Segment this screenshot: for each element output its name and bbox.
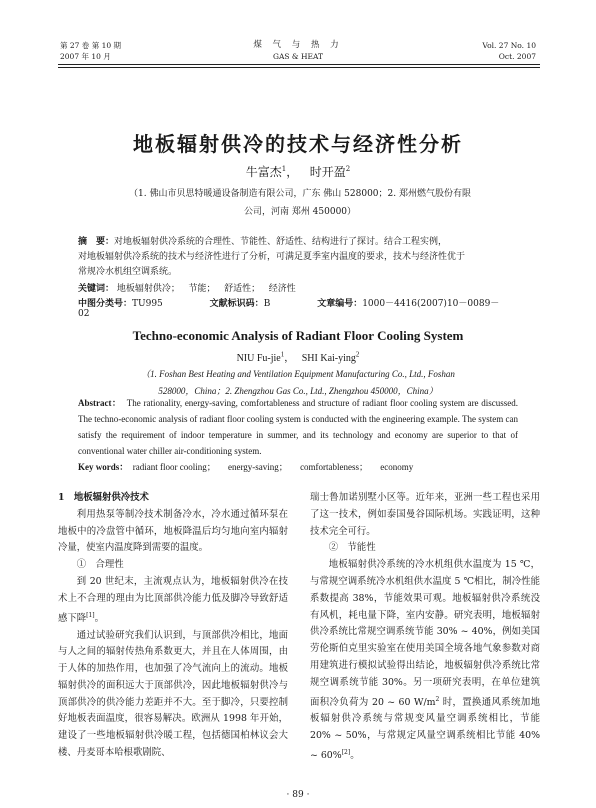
doc-code-value: B: [263, 299, 271, 309]
abstract-en-label: Abstract：: [78, 398, 122, 408]
author-separator-en: ，: [284, 353, 295, 364]
affiliation-cn: [100, 185, 500, 221]
keywords-cn-label: 关键词：: [78, 284, 115, 294]
paper-title-en: Techno-economic Analysis of Radiant Floor Cooling System: [132, 328, 464, 343]
journal-volume-en: [482, 40, 536, 62]
section-heading: 1 地板辐射供冷技术: [58, 492, 149, 503]
article-number-value: 1000－4416(2007)10－0089－02: [78, 299, 500, 319]
volume-en-text: Vol. 27 No. 10: [482, 41, 536, 50]
abstract-cn-line-2: 对地板辐射供冷系统的技术与经济性进行了分析，可满足夏季室内温度的要求，技术与经济性优于: [78, 252, 466, 262]
authors-cn: [0, 163, 596, 180]
date-en-text: Oct. 2007: [498, 52, 536, 61]
author-2-name-en: SHI Kai-ying: [301, 353, 356, 364]
keyword-en: comfortableness；: [300, 462, 369, 472]
clc-value: TU995: [132, 299, 163, 309]
keyword-cn: 舒适性；: [224, 284, 261, 294]
header-rule-bottom: [58, 67, 540, 68]
affiliation-cn-line-2: 公司，河南 郑州 450000）: [243, 207, 357, 217]
body-paragraph: [310, 557, 540, 765]
abstract-cn: [78, 235, 518, 280]
abstract-en-text: The rationality, energy-saving, comfortableness and structure of radiant floor cooling system are discussed. The techno-economic analysis of radiant floor cooling system is conducted with the engineering example. The system can satisfy the requirement of indoor temperature in summer, and its technology and economy are superior to that of conventional water chiller air-conditioning system.: [78, 398, 518, 456]
abstract-cn-line-3: 常规冷水机组空调系统。: [78, 267, 178, 277]
paragraph-text: 到 20 世纪末，主流观点认为，地板辐射供冷在技术上不合理的理由为比顶部供冷能力低及脚冷导致舒适感下降: [58, 575, 288, 624]
author-1-name-en: NIU Fu-jie: [236, 353, 281, 364]
affiliation-cn-line-1: （1. 佛山市贝思特暖通设备制造有限公司，广东 佛山 528000；2. 郑州燃气股份有限: [129, 189, 471, 199]
paper-title-cn: 地板辐射供冷的技术与经济性分析: [133, 132, 463, 156]
author-2-affil-mark: 2: [345, 165, 351, 173]
paragraph-text: 地板辐射供冷系统的冷水机组供水温度为 15 ℃，与常规空调系统冷水机组供水温度 5 ℃相比，制冷性能系数提高 38%，节能效果可观。地板辐射供冷系统没有风机，耗电量下降，室内安静。研究表明，地板辐射供冷系统比常规空调系统节能 30% ~ 40%，例如美国劳伦斯伯克里实验室在使用美国全境各地气象参数对商用建筑进行模拟试验得出结论，地板辐射供冷系统比常规空调系统节能 30%。另一项研究表明，在单位建筑面积冷负荷为 20 ~ 60 W/m: [310, 559, 540, 708]
body-paragraph: 利用热泵等制冷技术制备冷水，冷水通过循环泵在地板中的冷盘管中循环，地板降温后均匀地向室内辐射冷量，使室内温度降到需要的温度。: [58, 508, 288, 554]
journal-name-en: GAS & HEAT: [272, 52, 323, 61]
abstract-cn-label: 摘 要：: [78, 237, 115, 247]
keyword-cn: 经济性: [268, 284, 296, 294]
author-1-affil-mark-en: 1: [280, 350, 285, 359]
clc-number: [78, 299, 185, 309]
document-code: [210, 299, 293, 309]
doc-code-label: 文献标识码：: [209, 299, 264, 309]
issue-date-text: 2007 年 10 月: [60, 52, 111, 61]
body-paragraph: [58, 574, 288, 628]
author-2-name: 时开盈: [309, 165, 346, 179]
abstract-en: [78, 395, 518, 459]
article-number-label: 文章编号：: [317, 299, 363, 309]
citation-marker: [1]: [86, 611, 95, 619]
page-number: · 89 ·: [286, 790, 310, 800]
subsection-heading: ① 合理性: [76, 559, 124, 571]
paragraph-text: 时，置换通风系统加地板辐射供冷系统与常规变风量空调系统相比，节能 20% ~ 50%，与常规定风量空调系统相比节能 40% ~ 60%: [310, 696, 540, 762]
keyword-en: radiant floor cooling；: [132, 462, 216, 472]
author-1-affil-mark: 1: [281, 165, 287, 173]
body-paragraph: 通过试验研究我们认识到，与顶部供冷相比，地面与人之间的辐射传热角系数更大，并且在人体周围，由于人体的加热作用，也加强了冷气流向上的流动。地板辐射供冷的面积远大于顶部供冷，因此地板辐射供冷与顶部供冷的供冷能力差距并不大。至于脚冷，只要控制好地板表面温度，很容易解决。欧洲从 1998 年开始，建设了一些地板辐射供冷暖工程，包括德国柏林议会大楼、丹麦哥本哈根歌剧院、: [58, 629, 288, 759]
unit-superscript: 2: [435, 695, 440, 703]
keyword-cn: 地板辐射供冷；: [116, 284, 180, 294]
keywords-en: [78, 460, 423, 473]
author-1-name: 牛富杰: [245, 165, 282, 179]
classification-row: [78, 296, 518, 319]
volume-issue-text: 第 27 卷 第 10 期: [60, 41, 122, 50]
body-column-left: [58, 490, 288, 762]
affiliation-en-line-1: （1. Foshan Best Heating and Ventilation Equipment Manufacturing Co., Ltd., Foshan: [141, 369, 455, 379]
authors-en: [0, 349, 596, 364]
citation-marker: [2]: [341, 749, 351, 757]
keyword-cn: 节能；: [188, 284, 216, 294]
keywords-en-label: Key words：: [78, 462, 129, 472]
keyword-en: economy: [380, 462, 414, 472]
body-paragraph: 瑞士鲁加诺别墅小区等。近年来，亚洲一些工程也采用了这一技术，例如泰国曼谷国际机场。实践证明，这种技术完全可行。: [310, 492, 540, 537]
author-2-affil-mark-en: 2: [355, 350, 360, 359]
paragraph-text: 。: [350, 750, 360, 762]
body-column-right: [310, 490, 540, 765]
journal-name-cn: 煤 气 与 热 力: [253, 40, 343, 50]
keywords-cn: [78, 281, 296, 294]
subsection-heading: ② 节能性: [328, 542, 376, 554]
abstract-cn-line-1: 对地板辐射供冷系统的合理性、节能性、舒适性、结构进行了探讨。结合工程实例，: [114, 237, 448, 247]
keyword-en: energy-saving；: [227, 462, 288, 472]
paragraph-text: 。: [94, 612, 105, 624]
affiliation-en-line-2: 528000，China；2. Zhengzhou Gas Co., Ltd., Zhengzhou 450000，China）: [158, 386, 438, 396]
header-rule-top: [58, 64, 540, 65]
author-separator: ，: [286, 165, 299, 179]
clc-label: 中图分类号：: [78, 299, 133, 309]
